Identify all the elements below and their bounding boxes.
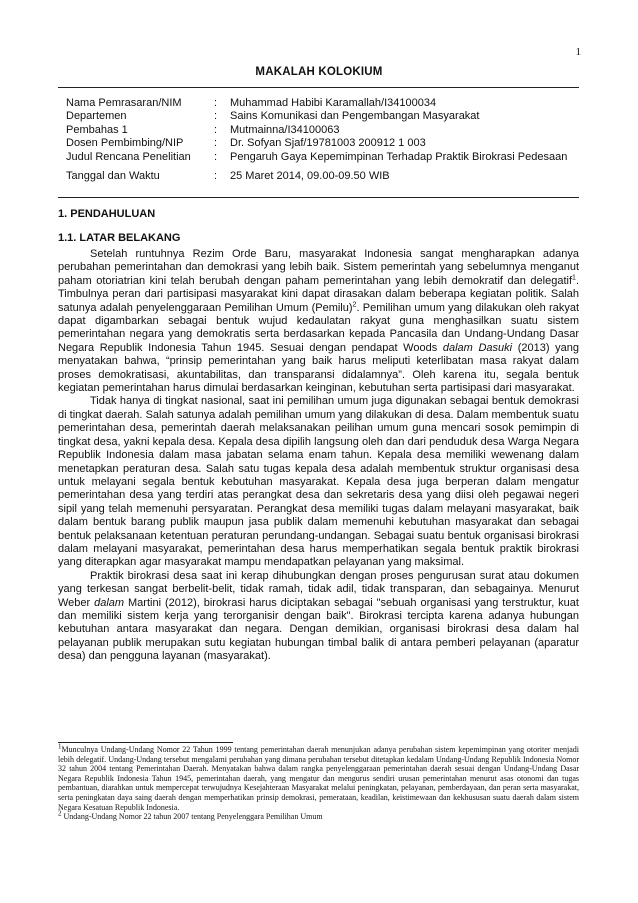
meta-row-supervisor xyxy=(66,137,576,150)
meta-value: Dr. Sofyan Sjaf/19781003 200912 1 003 xyxy=(230,137,426,150)
page-title: MAKALAH KOLOKIUM xyxy=(255,66,383,78)
footnote-divider xyxy=(58,742,233,743)
body-text xyxy=(58,248,579,664)
meta-label: Judul Rencana Penelitian xyxy=(66,150,191,163)
top-divider xyxy=(58,87,579,88)
meta-label: Nama Pemrasaran/NIM xyxy=(66,97,182,109)
meta-row-research-title xyxy=(66,151,576,164)
paragraph: Setelah runtuhnya Rezim Orde Baru, masyarakat Indonesia sangat mengharapkan adanya perubahan pemerintahan dan demokrasi yang lebih baik. Sistem pemerintah yang sebelumnya menganut paham otoriatrian kini telah berubah dengan paham pemerintahan yang lebih demokratif dan delegatif$^1$. Timbulnya peran dari partisipasi masyarakat kini dapat dirasakan dalam beberapa kegiatan politik. Salah satunya adalah penyelenggaraan Pemilihan Umum (Pemilu)$^2$. Pemilihan umum yang dilakukan oleh rakyat dapat digambarkan sebagai bentuk wujud kedaulatan rakyat guna menghasilkan suatu sistem pemerintahan negara yang demokratis serta berdasarkan kepada Pancasila dan Undang-Undang Dasar Negara Republik Indonesia Tahun 1945. Sesuai dengan pendapat Woods dalam Dasuki (2013) yang menyatakan bahwa, “prinsip pemerintahan yang baik harus meliputi keterlibatan masa rakyat dalam proses demokratisasi, akuntabilitas, dan transparansi didalamnya”. Oleh karena itu, segala bentuk kegiatan pemerintahan harus dimulai berdasarkan keinginan, kebutuhan serta partisipasi dari masyarakat. xyxy=(58,248,580,395)
meta-value: Mutmainna/I34100063 xyxy=(230,123,340,136)
meta-value: Muhammad Habibi Karamallah/I34100034 xyxy=(230,97,437,109)
meta-colon: : xyxy=(214,123,218,136)
meta-colon: : xyxy=(214,97,218,109)
meta-label: Departemen xyxy=(66,110,127,123)
metadata-table xyxy=(66,97,576,183)
paragraph: Praktik birokrasi desa saat ini kerap dihubungkan dengan proses pengurusan surat atau dokumen yang terkesan sangat berbelit-belit, tidak ramah, tidak adil, tidak transparan, dan sebagainya. Menurut Weber dalam Martini (2012), birokrasi harus diciptakan sebagai "sebuah organisasi yang terstruktur, kuat dan memiliki sistem kerja yang terorganisir dengan baik". Birokrasi tercipta karena adanya hubungan kebutuhan antara masyarakat dan negara. Dengan demikian, organisasi birokrasi desa dalam hal pelayanan publik merupakan sutu kegiatan hubungan timbal balik di antara pemberi pelayanan (aparatur desa) dan pengguna layanan (masyarakat). xyxy=(58,569,579,663)
meta-value: Sains Komunikasi dan Pengembangan Masyarakat xyxy=(230,110,480,123)
meta-value: 25 Maret 2014, 09.00-09.50 WIB xyxy=(230,170,390,183)
meta-colon: : xyxy=(214,150,218,163)
meta-colon: : xyxy=(214,137,218,150)
meta-row-presenter xyxy=(66,97,576,110)
meta-label: Tanggal dan Waktu xyxy=(66,170,160,183)
meta-label: Pembahas 1 xyxy=(66,123,128,136)
footnote-2: $^2$ Undang-Undang Nomor 22 tahun 2007 tentang Penyelenggara Pemilihan Umum xyxy=(58,809,323,822)
meta-colon: : xyxy=(214,110,218,123)
footnote-1: $^1$Munculnya Undang-Undang Nomor 22 Tahun 1999 tentang pemerintahan daerah menunjukan adanya perubahan sistem kepemimpinan yang otoriter menjadi lebih delegatif. Undang-Undang tersebut mengalami perubahan yang dimana perubahan tersebut ditetapkan kedalam Undang-Undang Republik Indonesia Nomor 32 tahun 2004 tentang Pemerintahan Daerah. Menyatakan bahwa dalam rangka penyelenggaraan pemerintahan daerah sesuai dengan Undang-Undang Dasar Negara Republik Indonesia Tahun 1945, pemerintahan daerah, yang mengatur dan mengurus sendiri urusan pemerintahan menurut asas otonomi dan tugas pembantuan, diarahkan untuk mempercepat terwujudnya Kesejahteraan Masyarakat melalui peningkatan, pelayanan, pemberdayaan, dan peran serta masyarakat, serta peningkatan daya saing daerah dengan memperhatikan prinsip demokrasi, pemerataan, keadilan, keistimewaan dan kekhususan suatu daerah dalam sistem Negara Kesatuan Republik Indonesia. xyxy=(58,742,579,812)
meta-row-department xyxy=(66,110,576,123)
section-heading-introduction: 1. PENDAHULUAN xyxy=(58,208,156,220)
meta-divider xyxy=(58,197,579,198)
page-number: 1 xyxy=(575,46,581,58)
meta-label: Dosen Pembimbing/NIP xyxy=(66,137,184,150)
meta-colon: : xyxy=(214,170,218,183)
meta-value: Pengaruh Gaya Kepemimpinan Terhadap Praktik Birokrasi Pedesaan xyxy=(230,150,568,163)
footnotes xyxy=(58,742,579,822)
meta-row-date-time xyxy=(66,170,576,183)
footnote-ref: 2 xyxy=(352,300,357,308)
meta-row-discussant xyxy=(66,124,576,137)
footnote-ref: 1 xyxy=(572,274,576,282)
paragraph: Tidak hanya di tingkat nasional, saat ini pemilihan umum juga digunakan sebagai bentuk demokrasi di tingkat daerah. Salah satunya adalah pemilihan umum yang dilakukan di desa. Dalam membentuk suatu pemerintahan desa, pemerintah daerah melaksanakan peilihan umum guna mencari sosok pemimpin di tingkat desa, yakni kepala desa. Kepala desa dipilih langsung oleh dan dari penduduk desa Warga Negara Republik Indonesia dalam masa jabatan selama enam tahun. Kepala desa memiliki wewenang dalam menetapkan peraturan desa. Salah satu tugas kepala desa adalah membentuk struktur organisasi desa untuk melayani segala bentuk kebutuhan masyarakat. Kepala desa juga berperan dalam mengatur pemerintahan desa yang terdiri atas perangkat desa dan sekretaris desa yang diisi oleh pegawai negeri sipil yang telah memenuhi persyaratan. Perangkat desa memiliki tugas dalam melayani masyarakat, baik dalam bentuk barang publik maupun jasa publik dalam memenuhi kebutuhan masyarakat dan sebagai bentuk pelaksanaan ketentuan peraturan perundang-undangan. Sebagai suatu bentuk organisasi birokrasi dalam melayani masyarakat, pemerintahan desa harus memperhatikan segala bentuk praktik birokrasi yang diterapkan agar masyarakat mampu mendapatkan pelayanan yang maksimal. xyxy=(58,395,579,569)
subsection-heading-background: 1.1. LATAR BELAKANG xyxy=(58,232,181,244)
